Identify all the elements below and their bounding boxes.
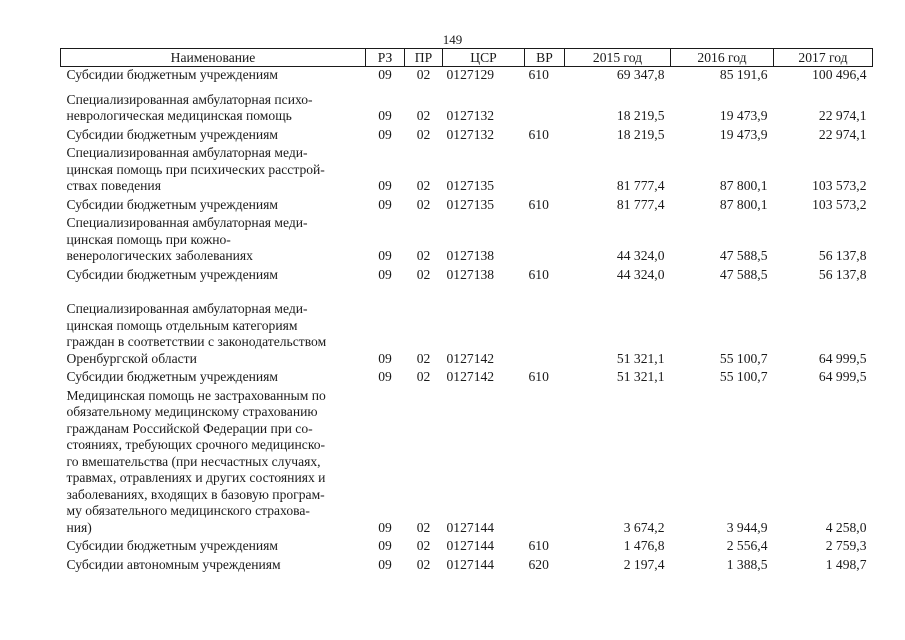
row-pr: 02 bbox=[416, 556, 431, 572]
table-header-row bbox=[61, 49, 873, 67]
row-name-line: Специализированная амбулаторная меди- bbox=[66, 145, 308, 160]
row-name-line: Специализированная амбулаторная меди- bbox=[66, 215, 308, 230]
row-value-2017: 103 573,2 bbox=[812, 178, 867, 193]
row-value-2015: 18 219,5 bbox=[616, 108, 665, 123]
row-name-line: гражданам Российской Федерации при со- bbox=[66, 420, 313, 436]
row-value-2017: 56 137,8 bbox=[818, 248, 867, 263]
row-name-line: венерологических заболеваниях bbox=[66, 248, 253, 263]
row-pr: 02 bbox=[416, 248, 431, 263]
row-value-2017: 56 137,8 bbox=[818, 266, 867, 282]
row-rz: 09 bbox=[378, 108, 392, 123]
row-name-line: Специализированная амбулаторная меди- bbox=[66, 301, 308, 316]
row-name bbox=[61, 127, 366, 146]
row-name-line: обязательному медицинскому страхованию bbox=[66, 404, 318, 419]
row-value-2015: 1 476,8 bbox=[623, 538, 665, 553]
row-name bbox=[61, 538, 366, 557]
row-name bbox=[61, 369, 366, 388]
row-rz: 09 bbox=[378, 350, 392, 366]
row-name bbox=[61, 215, 366, 267]
row-name-line: цинская помощь при психических расстрой- bbox=[66, 161, 325, 177]
row-pr: 02 bbox=[416, 266, 431, 282]
row-name-line: цинская помощь при кожно- bbox=[66, 231, 231, 247]
row-name-line: Оренбургской области bbox=[66, 350, 197, 366]
table-row bbox=[61, 285, 873, 369]
row-pr: 02 bbox=[416, 369, 431, 384]
row-value-2016: 47 588,5 bbox=[719, 266, 768, 282]
row-value-2015: 69 347,8 bbox=[616, 67, 665, 82]
table-row bbox=[61, 557, 873, 576]
row-csr: 0127129 bbox=[446, 67, 495, 82]
row-name-line: му обязательного медицинского страхова- bbox=[66, 503, 310, 518]
table-row bbox=[61, 388, 873, 539]
row-pr: 02 bbox=[416, 350, 431, 366]
row-value-2015: 2 197,4 bbox=[623, 556, 665, 572]
header-rz: РЗ bbox=[366, 49, 405, 67]
row-rz: 09 bbox=[378, 556, 392, 572]
row-value-2015: 81 777,4 bbox=[616, 178, 665, 193]
row-name bbox=[61, 197, 366, 216]
table-row bbox=[61, 145, 873, 197]
row-name-line: ния) bbox=[66, 519, 92, 535]
row-pr: 02 bbox=[416, 519, 431, 535]
row-value-2016: 1 388,5 bbox=[726, 556, 768, 572]
row-vr bbox=[525, 86, 565, 127]
table-row bbox=[61, 538, 873, 557]
row-value-2016: 19 473,9 bbox=[719, 108, 768, 123]
header-2015: 2015 год bbox=[565, 49, 671, 67]
table-row bbox=[61, 67, 873, 86]
row-name-line: Субсидии бюджетным учреждениям bbox=[66, 67, 279, 82]
row-value-2016: 55 100,7 bbox=[719, 369, 768, 384]
row-csr: 0127135 bbox=[446, 178, 495, 193]
row-value-2015: 18 219,5 bbox=[616, 126, 665, 142]
header-pr: ПР bbox=[405, 49, 443, 67]
row-pr: 02 bbox=[416, 67, 431, 82]
row-value-2015: 51 321,1 bbox=[616, 369, 665, 384]
row-csr: 0127142 bbox=[446, 350, 495, 366]
row-value-2015: 51 321,1 bbox=[616, 350, 665, 366]
row-pr: 02 bbox=[416, 178, 431, 193]
row-name-line: заболеваниях, входящих в базовую програм- bbox=[66, 486, 325, 502]
budget-table bbox=[60, 48, 873, 575]
table-row bbox=[61, 215, 873, 267]
row-pr: 02 bbox=[416, 196, 431, 212]
row-value-2016: 85 191,6 bbox=[719, 67, 768, 82]
row-name bbox=[61, 67, 366, 86]
row-csr: 0127144 bbox=[446, 538, 495, 553]
row-rz: 09 bbox=[378, 519, 392, 535]
table-row bbox=[61, 197, 873, 216]
row-name-line: го вмешательства (при несчастных случаях, bbox=[66, 453, 321, 469]
table-row bbox=[61, 127, 873, 146]
row-name-line: Субсидии автономным учреждениям bbox=[66, 556, 281, 572]
row-vr bbox=[525, 215, 565, 267]
row-rz: 09 bbox=[378, 266, 392, 282]
header-name: Наименование bbox=[61, 49, 366, 67]
row-rz: 09 bbox=[378, 67, 392, 82]
row-value-2016: 87 800,1 bbox=[719, 196, 768, 212]
row-name bbox=[61, 267, 366, 286]
page-number: 149 bbox=[442, 32, 463, 47]
row-csr: 0127144 bbox=[446, 556, 495, 572]
row-pr: 02 bbox=[416, 126, 431, 142]
row-value-2015: 3 674,2 bbox=[623, 519, 665, 535]
row-vr: 610 bbox=[528, 67, 549, 82]
row-name bbox=[61, 557, 366, 576]
row-value-2016: 3 944,9 bbox=[726, 519, 768, 535]
row-pr: 02 bbox=[416, 538, 431, 553]
row-name-line: стояниях, требующих срочного медицинско- bbox=[66, 437, 326, 452]
row-value-2017: 100 496,4 bbox=[812, 67, 867, 82]
row-vr: 610 bbox=[528, 369, 549, 384]
header-vr: ВР bbox=[525, 49, 565, 67]
row-vr bbox=[525, 388, 565, 539]
row-rz: 09 bbox=[378, 178, 392, 193]
row-name bbox=[61, 285, 366, 369]
row-name-line: травмах, отравлениях и других состояниях и bbox=[66, 470, 326, 485]
row-value-2017: 64 999,5 bbox=[818, 369, 867, 384]
row-value-2017: 64 999,5 bbox=[818, 350, 867, 366]
table-row bbox=[61, 267, 873, 286]
header-2017: 2017 год bbox=[774, 49, 873, 67]
row-vr: 610 bbox=[528, 126, 549, 142]
row-name-line: Субсидии бюджетным учреждениям bbox=[66, 538, 279, 553]
row-value-2015: 44 324,0 bbox=[616, 266, 665, 282]
row-csr: 0127138 bbox=[446, 266, 495, 282]
row-rz: 09 bbox=[378, 538, 392, 553]
row-name-line: Субсидии бюджетным учреждениям bbox=[66, 266, 279, 282]
row-rz: 09 bbox=[378, 248, 392, 263]
row-vr: 610 bbox=[528, 266, 549, 282]
row-name bbox=[61, 388, 366, 539]
row-name bbox=[61, 86, 366, 127]
header-2016: 2016 год bbox=[671, 49, 774, 67]
header-csr: ЦСР bbox=[443, 49, 525, 67]
table-row bbox=[61, 86, 873, 127]
row-name-line: Субсидии бюджетным учреждениям bbox=[66, 196, 279, 212]
row-value-2015: 81 777,4 bbox=[616, 196, 665, 212]
row-name-line: цинская помощь отдельным категориям bbox=[66, 317, 298, 333]
row-vr bbox=[525, 145, 565, 197]
row-vr: 610 bbox=[528, 196, 549, 212]
row-value-2015: 44 324,0 bbox=[616, 248, 665, 263]
row-rz: 09 bbox=[378, 369, 392, 384]
row-value-2017: 4 258,0 bbox=[825, 519, 867, 535]
row-rz: 09 bbox=[378, 196, 392, 212]
row-rz: 09 bbox=[378, 126, 392, 142]
row-name-line: граждан в соответствии с законодательством bbox=[66, 334, 327, 349]
row-vr bbox=[525, 285, 565, 369]
row-value-2017: 22 974,1 bbox=[818, 108, 867, 123]
row-csr: 0127132 bbox=[446, 126, 495, 142]
row-vr: 610 bbox=[528, 538, 549, 553]
row-value-2016: 55 100,7 bbox=[719, 350, 768, 366]
row-csr: 0127144 bbox=[446, 519, 495, 535]
table-row bbox=[61, 369, 873, 388]
row-name-line: Субсидии бюджетным учреждениям bbox=[66, 369, 279, 384]
row-name-line: Медицинская помощь не застрахованным по bbox=[66, 387, 326, 403]
row-pr: 02 bbox=[416, 108, 431, 123]
row-value-2016: 2 556,4 bbox=[726, 538, 768, 553]
row-name-line: ствах поведения bbox=[66, 178, 161, 193]
row-csr: 0127142 bbox=[446, 369, 495, 384]
row-value-2017: 1 498,7 bbox=[825, 556, 867, 572]
row-value-2016: 19 473,9 bbox=[719, 126, 768, 142]
row-name-line: Субсидии бюджетным учреждениям bbox=[66, 126, 279, 142]
row-value-2017: 22 974,1 bbox=[818, 126, 867, 142]
row-value-2016: 87 800,1 bbox=[719, 178, 768, 193]
row-vr: 620 bbox=[528, 556, 549, 572]
row-csr: 0127132 bbox=[446, 108, 495, 123]
row-name-line: Специализированная амбулаторная психо- bbox=[66, 91, 313, 107]
row-value-2017: 103 573,2 bbox=[812, 196, 867, 212]
row-name-line: неврологическая медицинская помощь bbox=[66, 108, 292, 123]
row-csr: 0127138 bbox=[446, 248, 495, 263]
row-value-2016: 47 588,5 bbox=[719, 248, 768, 263]
table-body bbox=[61, 67, 873, 576]
row-name bbox=[61, 145, 366, 197]
row-value-2017: 2 759,3 bbox=[825, 538, 867, 553]
row-csr: 0127135 bbox=[446, 196, 495, 212]
